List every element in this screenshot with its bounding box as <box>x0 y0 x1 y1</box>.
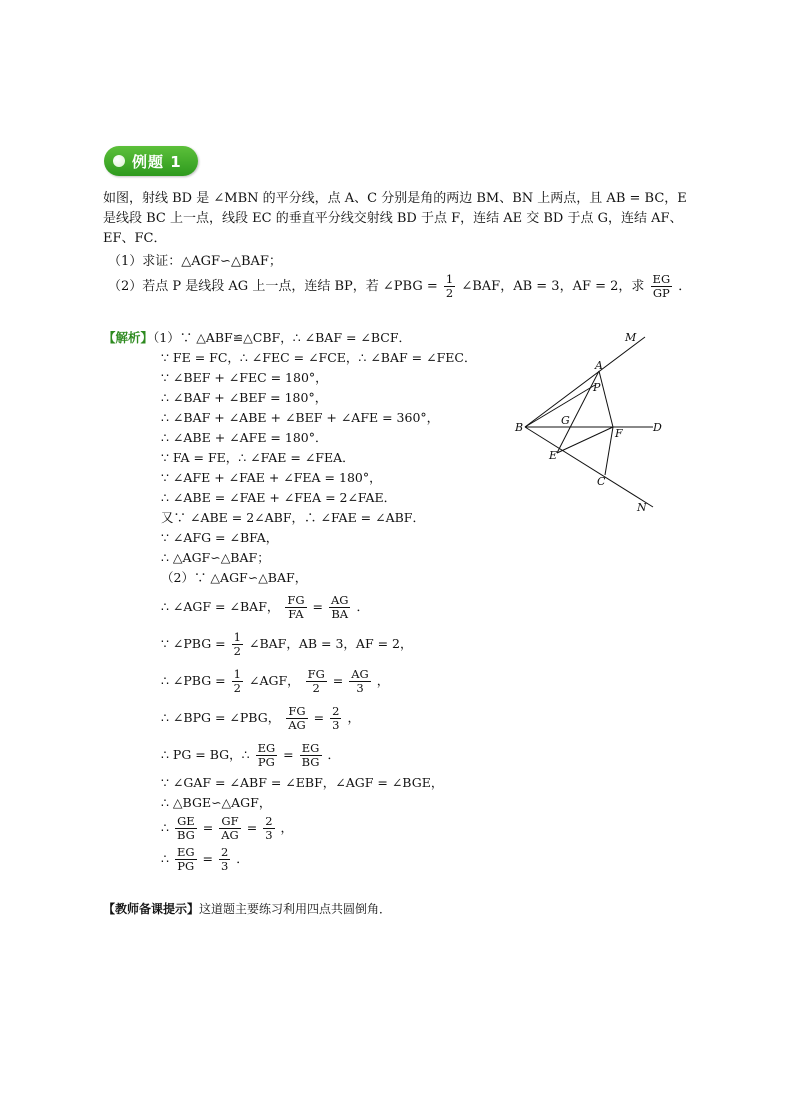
solution <box>103 328 476 873</box>
solution-line: 【解析】（1）∵ △ABF≌△CBF，∴ ∠BAF = ∠BCF． <box>103 330 412 345</box>
fraction: $\frac{1}{2}$ <box>233 667 241 695</box>
geometry-figure <box>505 327 675 517</box>
badge-title: 例题 1 <box>132 153 182 171</box>
label-d: D <box>653 421 662 434</box>
label-m: M <box>625 331 637 344</box>
hint-text: 这道题主要练习利用四点共圆倒角． <box>199 902 392 916</box>
fraction: $\frac{2}{3}$ <box>265 814 273 842</box>
solution-line: ∴ ∠ABE + ∠AFE = 180°． <box>161 430 328 445</box>
label-c: C <box>597 475 606 488</box>
solution-line: ∵ ∠AFE + ∠FAE + ∠FEA = 180°， <box>161 470 382 485</box>
solution-line: ∴ ∠AGF = ∠BAF， $\frac{FG}{FA}$ = $\frac{AG}{BA}$ ． <box>161 593 369 621</box>
segment-fc <box>605 427 613 475</box>
solution-line: ∴ ∠BPG = ∠PBG， $\frac{FG}{AG}$ = $\frac{2}{3}$ ， <box>161 704 360 732</box>
fraction: $\frac{FG}{2}$ <box>307 667 325 695</box>
solution-line: ∴ ∠PBG = $\frac{1}{2}$ ∠AGF， $\frac{FG}{2}$ = $\frac{AG}{3}$ ， <box>161 667 390 695</box>
badge-bullet-icon <box>113 155 125 167</box>
segment-af <box>599 371 613 427</box>
solution-line: ∴ △BGE∽△AGF， <box>161 795 272 810</box>
segment-ef <box>557 427 613 453</box>
solution-line: ∵ ∠GAF = ∠ABF = ∠EBF，∠AGF = ∠BGE， <box>161 775 444 790</box>
solution-line: ∴ ∠BAF + ∠BEF = 180°， <box>161 390 328 405</box>
fraction: $\frac{1}{2}$ <box>445 272 454 300</box>
solution-line: ∴ $\frac{EG}{PG}$ = $\frac{2}{3}$ ． <box>161 845 249 873</box>
ray-bn <box>525 427 653 507</box>
fraction: $\frac{EG}{PG}$ <box>176 845 195 873</box>
fraction: $\frac{2}{3}$ <box>220 845 229 873</box>
fraction: $\frac{FG}{AG}$ <box>288 704 306 732</box>
fraction: $\frac{EG}{BG}$ <box>301 741 320 769</box>
fraction: $\frac{GF}{AG}$ <box>221 814 239 842</box>
label-g: G <box>561 414 570 427</box>
solution-line: ∴ ∠BAF + ∠ABE + ∠BEF + ∠AFE = 360°， <box>161 410 440 425</box>
fraction: $\frac{EG}{PG}$ <box>257 741 276 769</box>
example-badge <box>104 146 198 176</box>
segment-bp <box>525 385 595 427</box>
label-n: N <box>637 501 647 514</box>
question-2: （2）若点 P 是线段 AG 上一点，连结 BP，若 ∠PBG = $\frac{1}{2}$ ∠BAF，AB = 3，AF = 2，求 $\frac{EG}{GP}$ ． <box>108 272 692 300</box>
question-1: （1）求证：△AGF∽△BAF； <box>108 254 282 269</box>
label-f: F <box>615 427 623 440</box>
solution-line: （2）∵ △AGF∽△BAF， <box>161 570 308 585</box>
fraction: $\frac{2}{3}$ <box>332 704 340 732</box>
solution-line: ∵ FE = FC，∴ ∠FEC = ∠FCE，∴ ∠BAF = ∠FEC． <box>161 350 477 365</box>
solution-line: ∴ PG = BG，∴ $\frac{EG}{PG}$ = $\frac{EG}{BG}$ ． <box>161 741 340 769</box>
fraction: $\frac{GE}{BG}$ <box>176 814 195 842</box>
fraction: $\frac{1}{2}$ <box>233 630 241 658</box>
teacher-hint <box>103 900 391 917</box>
label-e: E <box>549 449 558 462</box>
fraction: $\frac{EG}{GP}$ <box>652 272 671 300</box>
fraction: $\frac{AG}{BA}$ <box>330 593 349 621</box>
label-b: B <box>515 421 524 434</box>
problem-text: 如图，射线 BD 是 ∠MBN 的平分线，点 A、C 分别是角的两边 BM、BN 上两点，且 AB = BC，E 是线段 BC 上一点，线段 EC 的垂直平分线交射线 BD 于点 F，连结 AE 交 BD 于点 G，连结 AF、EF、FC． <box>103 191 687 246</box>
solution-line: ∴ △AGF∽△BAF； <box>161 550 270 565</box>
solution-line: 又∵ ∠ABE = 2∠ABF，∴ ∠FAE = ∠ABF． <box>161 510 425 525</box>
label-a: A <box>595 359 603 372</box>
solution-line: ∵ FA = FE，∴ ∠FAE = ∠FEA． <box>161 450 355 465</box>
ray-bm <box>525 337 645 427</box>
problem-statement <box>103 189 693 249</box>
hint-label: 【教师备课提示】 <box>103 902 200 916</box>
solution-line: ∵ ∠AFG = ∠BFA， <box>161 530 279 545</box>
fraction: $\frac{AG}{3}$ <box>351 667 369 695</box>
solution-tag: 【解析】 <box>103 330 154 345</box>
solution-line: ∵ ∠BEF + ∠FEC = 180°， <box>161 370 328 385</box>
label-p: P <box>593 381 601 394</box>
fraction: $\frac{FG}{FA}$ <box>287 593 305 621</box>
solution-line: ∴ $\frac{GE}{BG}$ = $\frac{GF}{AG}$ = $\frac{2}{3}$ ， <box>161 814 294 842</box>
solution-line: ∵ ∠PBG = $\frac{1}{2}$ ∠BAF，AB = 3，AF = 2， <box>161 630 413 658</box>
solution-line: ∴ ∠ABE = ∠FAE + ∠FEA = 2∠FAE． <box>161 490 397 505</box>
